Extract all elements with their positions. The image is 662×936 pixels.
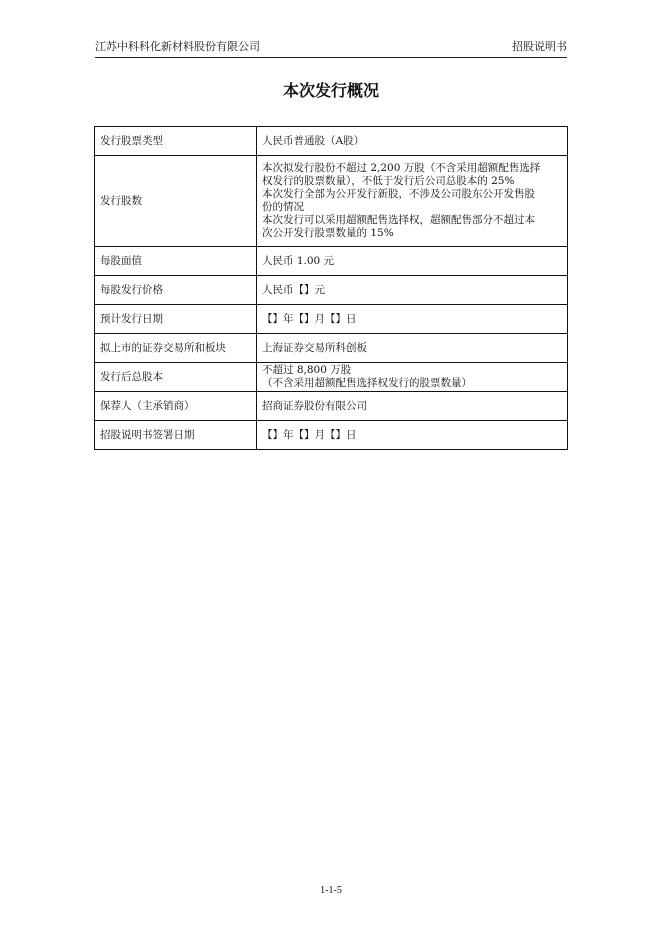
page-header bbox=[95, 38, 567, 56]
row-value bbox=[257, 363, 568, 392]
row-value: 人民币【】元 bbox=[257, 276, 568, 305]
row-label: 保荐人（主承销商） bbox=[95, 392, 257, 421]
value-line: 次公开发行股票数量的 15% bbox=[262, 227, 394, 239]
value-line: （不含采用超额配售选择权发行的股票数量） bbox=[262, 377, 472, 389]
table-row bbox=[95, 127, 568, 156]
row-value: 人民币普通股（A股） bbox=[257, 127, 568, 156]
table-row bbox=[95, 276, 568, 305]
row-value bbox=[257, 156, 568, 247]
value-line: 不超过 8,800 万股 bbox=[262, 364, 352, 376]
table-row bbox=[95, 156, 568, 247]
offering-overview-table bbox=[94, 126, 568, 450]
value-line: 本次发行可以采用超额配售选择权，超额配售部分不超过本 bbox=[262, 214, 535, 226]
table-row bbox=[95, 421, 568, 450]
row-label: 预计发行日期 bbox=[95, 305, 257, 334]
row-label: 每股发行价格 bbox=[95, 276, 257, 305]
row-value: 人民币 1.00 元 bbox=[257, 247, 568, 276]
row-value: 【】年【】月【】日 bbox=[257, 305, 568, 334]
header-company-name: 江苏中科科化新材料股份有限公司 bbox=[95, 40, 260, 53]
value-line: 权发行的股票数量），不低于发行后公司总股本的 25% bbox=[262, 175, 515, 187]
value-line: 本次发行全部为公开发行新股，不涉及公司股东公开发售股 bbox=[262, 188, 535, 200]
value-line: 份的情况 bbox=[262, 201, 304, 213]
row-label: 招股说明书签署日期 bbox=[95, 421, 257, 450]
row-value: 上海证券交易所科创板 bbox=[257, 334, 568, 363]
value-line: 本次拟发行股份不超过 2,200 万股（不含采用超额配售选择 bbox=[262, 162, 541, 174]
row-label: 发行股数 bbox=[95, 156, 257, 247]
row-label: 每股面值 bbox=[95, 247, 257, 276]
table-row bbox=[95, 334, 568, 363]
row-value: 【】年【】月【】日 bbox=[257, 421, 568, 450]
row-label: 拟上市的证券交易所和板块 bbox=[95, 334, 257, 363]
table-row bbox=[95, 392, 568, 421]
page-number: 1-1-5 bbox=[320, 885, 342, 896]
table-row bbox=[95, 247, 568, 276]
table-row bbox=[95, 305, 568, 334]
header-document-type: 招股说明书 bbox=[512, 40, 567, 53]
row-label: 发行股票类型 bbox=[95, 127, 257, 156]
row-label: 发行后总股本 bbox=[95, 363, 257, 392]
header-divider bbox=[95, 57, 567, 58]
table-row bbox=[95, 363, 568, 392]
page-title: 本次发行概况 bbox=[282, 81, 379, 100]
row-value: 招商证券股份有限公司 bbox=[257, 392, 568, 421]
